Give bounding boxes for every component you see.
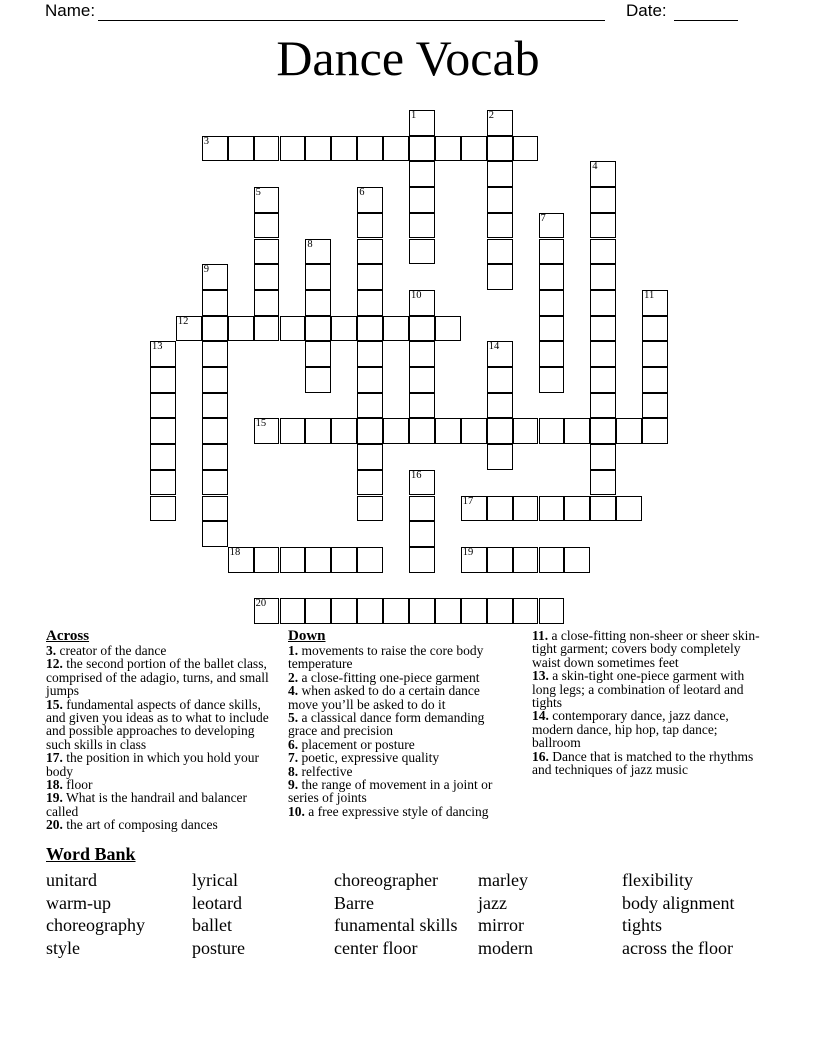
grid-cell[interactable] — [228, 547, 254, 573]
grid-cell-number: 9 — [203, 264, 210, 276]
grid-cell[interactable] — [254, 187, 280, 213]
grid-cell[interactable] — [305, 316, 331, 342]
grid-cell[interactable] — [539, 316, 565, 342]
grid-cell[interactable] — [357, 496, 383, 522]
clue-number: 19. — [46, 790, 63, 806]
grid-cell[interactable] — [539, 598, 565, 624]
grid-cell[interactable] — [461, 136, 487, 162]
grid-cell[interactable] — [202, 393, 228, 419]
grid-cell[interactable] — [150, 470, 176, 496]
grid-cell[interactable] — [202, 316, 228, 342]
clue-number: 3. — [46, 643, 57, 658]
grid-cell[interactable] — [357, 393, 383, 419]
grid-cell-number: 13 — [152, 341, 163, 353]
grid-cell[interactable] — [539, 367, 565, 393]
clue-number: 4. — [288, 683, 299, 699]
grid-cell[interactable] — [564, 496, 590, 522]
grid-cell[interactable] — [202, 444, 228, 470]
word-bank-item: center floor — [334, 937, 418, 958]
grid-cell[interactable] — [590, 470, 616, 496]
grid-cell-number: 6 — [359, 187, 365, 199]
clue-item: 4. when asked to do a certain dance move you’ll be asked to do it — [288, 683, 480, 712]
grid-cell[interactable] — [590, 239, 616, 265]
grid-cell[interactable] — [590, 290, 616, 316]
grid-cell[interactable] — [409, 239, 435, 265]
word-bank-heading: Word Bank — [46, 844, 136, 864]
clue-number: 17. — [46, 750, 63, 766]
word-bank-item: style — [46, 937, 80, 958]
grid-cell[interactable] — [590, 367, 616, 393]
grid-cell-number: 10 — [411, 289, 422, 301]
word-bank-item: choreographer — [334, 870, 438, 890]
grid-cell[interactable] — [331, 547, 357, 573]
grid-cell[interactable] — [409, 213, 435, 239]
grid-cell[interactable] — [202, 136, 228, 162]
grid-cell[interactable] — [409, 418, 435, 444]
clue-number: 12. — [46, 656, 63, 672]
grid-cell[interactable] — [357, 470, 383, 496]
clue-number: 6. — [288, 736, 299, 752]
grid-cell[interactable] — [254, 290, 280, 316]
word-bank-item: across the floor — [622, 937, 733, 958]
grid-cell[interactable] — [642, 393, 668, 419]
clue-number: 10. — [288, 803, 305, 819]
grid-cell[interactable] — [435, 316, 461, 342]
grid-cell[interactable] — [590, 213, 616, 239]
grid-cell-number: 15 — [255, 418, 267, 430]
grid-cell[interactable] — [331, 316, 357, 342]
grid-cell[interactable] — [254, 264, 280, 290]
grid-cell[interactable] — [513, 598, 539, 624]
clue-item: 12. the second portion of the ballet class, comprised of the adagio, turns, and small jumps — [46, 656, 269, 699]
clue-item: 10. a free expressive style of dancing — [288, 803, 489, 819]
grid-cell[interactable] — [487, 239, 513, 265]
grid-cell[interactable] — [150, 341, 176, 367]
grid-cell[interactable] — [409, 470, 435, 496]
grid-cell[interactable] — [383, 598, 409, 624]
grid-cell[interactable] — [357, 213, 383, 239]
clue-item: 15. fundamental aspects of dance skills, and given you ideas as to what to include and possible approaches to developing such skills in class — [46, 696, 269, 752]
grid-cell[interactable] — [487, 393, 513, 419]
grid-cell[interactable] — [280, 316, 306, 342]
grid-cell[interactable] — [539, 496, 565, 522]
grid-cell[interactable] — [487, 110, 513, 136]
grid-cell[interactable] — [202, 290, 228, 316]
grid-cell-number: 19 — [462, 546, 474, 558]
grid-cell[interactable] — [280, 418, 306, 444]
grid-cell[interactable] — [254, 418, 280, 444]
grid-cell[interactable] — [254, 213, 280, 239]
word-bank-item: ballet — [192, 915, 232, 936]
grid-cell[interactable] — [331, 598, 357, 624]
clue-item: 2. a close-fitting one-piece garment — [288, 669, 480, 685]
word-bank-column — [622, 869, 734, 959]
grid-cell[interactable] — [642, 341, 668, 367]
grid-cell[interactable] — [305, 367, 331, 393]
word-bank-item: jazz — [478, 892, 507, 913]
grid-cell[interactable] — [590, 161, 616, 187]
grid-cell[interactable] — [357, 444, 383, 470]
grid-cell[interactable] — [590, 444, 616, 470]
grid-cell[interactable] — [305, 239, 331, 265]
grid-cell-number: 2 — [488, 110, 494, 121]
grid-cell[interactable] — [202, 470, 228, 496]
grid-cell[interactable] — [409, 547, 435, 573]
word-bank-item: modern — [478, 937, 533, 958]
grid-cell-number: 20 — [255, 598, 267, 610]
grid-cell[interactable] — [202, 521, 228, 547]
clue-item: 18. floor — [46, 777, 93, 793]
grid-cell[interactable] — [409, 598, 435, 624]
grid-cell[interactable] — [409, 136, 435, 162]
grid-cell[interactable] — [357, 598, 383, 624]
word-bank-column — [46, 869, 145, 959]
clue-number: 15. — [46, 696, 63, 712]
grid-cell[interactable] — [228, 316, 254, 342]
grid-cell[interactable] — [357, 136, 383, 162]
grid-cell-number: 16 — [411, 469, 422, 481]
grid-cell[interactable] — [202, 264, 228, 290]
clue-item: 20. the art of composing dances — [46, 817, 218, 833]
grid-cell[interactable] — [487, 187, 513, 213]
grid-cell[interactable] — [150, 444, 176, 470]
grid-cell[interactable] — [280, 136, 306, 162]
clue-number: 5. — [288, 710, 299, 726]
grid-cell[interactable] — [357, 418, 383, 444]
clue-number: 14. — [532, 708, 549, 724]
across-heading: Across — [46, 628, 90, 644]
grid-cell[interactable] — [590, 393, 616, 419]
grid-cell[interactable] — [409, 187, 435, 213]
grid-cell[interactable] — [357, 290, 383, 316]
grid-cell[interactable] — [280, 598, 306, 624]
clue-number: 13. — [532, 668, 549, 684]
grid-cell[interactable] — [513, 496, 539, 522]
page-title: Dance Vocab — [276, 30, 540, 86]
grid-cell[interactable] — [409, 393, 435, 419]
word-bank-item: lyrical — [192, 870, 238, 890]
grid-cell-number: 1 — [411, 110, 417, 121]
grid-cell[interactable] — [254, 547, 280, 573]
grid-cell[interactable] — [461, 496, 487, 522]
clue-number: 11. — [532, 628, 549, 643]
grid-cell[interactable] — [305, 418, 331, 444]
word-bank-item: Barre — [334, 892, 374, 913]
grid-cell[interactable] — [409, 367, 435, 393]
grid-cell[interactable] — [487, 264, 513, 290]
down-clue-list — [288, 644, 495, 818]
grid-cell[interactable] — [409, 521, 435, 547]
grid-cell[interactable] — [487, 341, 513, 367]
down-clues-column — [288, 629, 495, 818]
grid-cell[interactable] — [539, 341, 565, 367]
clue-number: 9. — [288, 777, 299, 793]
grid-cell[interactable] — [305, 547, 331, 573]
grid-cell[interactable] — [409, 290, 435, 316]
grid-cell[interactable] — [616, 418, 642, 444]
grid-cell[interactable] — [590, 341, 616, 367]
grid-cell[interactable] — [590, 496, 616, 522]
grid-cell[interactable] — [435, 418, 461, 444]
word-bank-item: marley — [478, 870, 528, 890]
grid-cell-number: 8 — [307, 238, 313, 250]
name-blank-line[interactable] — [98, 1, 605, 21]
grid-cell[interactable] — [590, 187, 616, 213]
grid-cell[interactable] — [616, 496, 642, 522]
grid-cell[interactable] — [487, 598, 513, 624]
grid-cell[interactable] — [513, 418, 539, 444]
clue-number: 16. — [532, 748, 549, 764]
grid-cell[interactable] — [461, 418, 487, 444]
clue-item: 1. movements to raise the core body temperature — [288, 643, 484, 672]
grid-cell[interactable] — [409, 316, 435, 342]
grid-cell[interactable] — [254, 598, 280, 624]
grid-cell[interactable] — [590, 418, 616, 444]
clue-item: 11. a close-fitting non-sheer or sheer skin-tight garment; covers body completely waist down sometimes feet — [532, 628, 760, 670]
grid-cell[interactable] — [305, 264, 331, 290]
grid-cell[interactable] — [487, 161, 513, 187]
grid-cell[interactable] — [254, 316, 280, 342]
grid-cell[interactable] — [357, 547, 383, 573]
grid-cell-number: 4 — [592, 161, 598, 173]
grid-cell[interactable] — [305, 290, 331, 316]
grid-cell-number: 3 — [203, 135, 210, 147]
grid-cell[interactable] — [383, 136, 409, 162]
name-label: Name: — [45, 1, 96, 20]
grid-cell[interactable] — [409, 496, 435, 522]
down-clue-list-continued — [532, 629, 760, 776]
grid-cell[interactable] — [150, 367, 176, 393]
grid-cell[interactable] — [357, 341, 383, 367]
grid-cell[interactable] — [642, 290, 668, 316]
word-bank-item: mirror — [478, 915, 524, 936]
grid-cell[interactable] — [539, 239, 565, 265]
grid-cell[interactable] — [487, 367, 513, 393]
word-bank-item: flexibility — [622, 870, 693, 890]
word-bank-item: body alignment — [622, 892, 735, 913]
grid-cell[interactable] — [357, 187, 383, 213]
word-bank-item: tights — [622, 915, 663, 936]
word-bank-column — [478, 869, 533, 959]
grid-cell[interactable] — [202, 367, 228, 393]
grid-cell[interactable] — [590, 316, 616, 342]
grid-cell[interactable] — [539, 547, 565, 573]
grid-cell[interactable] — [357, 239, 383, 265]
word-bank-item: leotard — [192, 892, 242, 913]
grid-cell[interactable] — [513, 136, 539, 162]
date-label: Date: — [626, 1, 667, 20]
grid-cell[interactable] — [150, 393, 176, 419]
clue-item: 3. creator of the dance — [46, 643, 167, 658]
clue-number: 20. — [46, 817, 63, 833]
grid-cell[interactable] — [642, 367, 668, 393]
grid-cell[interactable] — [357, 367, 383, 393]
grid-cell[interactable] — [305, 341, 331, 367]
clue-item: 8. relfective — [288, 763, 353, 779]
word-bank-item: warm-up — [46, 892, 111, 913]
grid-cell[interactable] — [539, 418, 565, 444]
grid-cell[interactable] — [176, 316, 202, 342]
grid-cell[interactable] — [331, 136, 357, 162]
grid-cell[interactable] — [487, 418, 513, 444]
grid-cell[interactable] — [150, 496, 176, 522]
grid-cell[interactable] — [254, 136, 280, 162]
grid-cell[interactable] — [202, 418, 228, 444]
clue-number: 1. — [288, 643, 299, 658]
across-clue-list — [46, 644, 276, 832]
grid-cell[interactable] — [435, 136, 461, 162]
grid-cell[interactable] — [409, 341, 435, 367]
word-bank-column — [334, 869, 457, 959]
clue-number: 7. — [288, 750, 299, 766]
grid-cell[interactable] — [280, 547, 306, 573]
word-bank-item: funamental skills — [334, 915, 458, 936]
grid-cell[interactable] — [590, 264, 616, 290]
grid-cell[interactable] — [487, 213, 513, 239]
clue-number: 8. — [288, 763, 299, 779]
grid-cell[interactable] — [202, 496, 228, 522]
clue-item: 14. contemporary dance, jazz dance, modern dance, hip hop, tap dance; ballroom — [532, 708, 729, 751]
word-bank-item: unitard — [46, 870, 97, 890]
grid-cell-number: 14 — [488, 341, 500, 353]
clue-number: 18. — [46, 777, 63, 793]
across-clues-column — [46, 629, 276, 832]
grid-cell[interactable] — [228, 136, 254, 162]
grid-cell[interactable] — [539, 213, 565, 239]
grid-cell[interactable] — [642, 418, 668, 444]
grid-cell[interactable] — [513, 547, 539, 573]
clue-item: 6. placement or posture — [288, 736, 415, 752]
grid-cell[interactable] — [383, 418, 409, 444]
date-blank-line[interactable] — [674, 1, 738, 21]
grid-cell[interactable] — [539, 290, 565, 316]
grid-cell[interactable] — [539, 264, 565, 290]
grid-cell[interactable] — [461, 598, 487, 624]
clue-item: 17. the position in which you hold your body — [46, 750, 259, 779]
grid-cell-number: 7 — [540, 212, 546, 224]
grid-cell[interactable] — [357, 264, 383, 290]
word-bank-item: posture — [192, 937, 245, 958]
grid-cell[interactable] — [487, 444, 513, 470]
grid-cell[interactable] — [383, 316, 409, 342]
grid-cell[interactable] — [487, 496, 513, 522]
grid-cell[interactable] — [487, 136, 513, 162]
grid-cell[interactable] — [202, 341, 228, 367]
grid-cell[interactable] — [409, 110, 435, 136]
grid-cell[interactable] — [150, 418, 176, 444]
grid-cell[interactable] — [435, 598, 461, 624]
word-bank-column — [192, 869, 245, 959]
grid-cell-number: 11 — [644, 289, 655, 301]
clue-item: 9. the range of movement in a joint or series of joints — [288, 777, 493, 806]
clue-item: 5. a classical dance form demanding grace and precision — [288, 710, 485, 739]
grid-cell[interactable] — [305, 598, 331, 624]
grid-cell-number: 5 — [255, 187, 261, 199]
grid-cell-number: 18 — [229, 546, 241, 558]
grid-cell[interactable] — [461, 547, 487, 573]
grid-cell[interactable] — [642, 316, 668, 342]
grid-cell[interactable] — [564, 418, 590, 444]
grid-cell[interactable] — [564, 547, 590, 573]
grid-cell-number: 12 — [177, 315, 189, 327]
grid-cell[interactable] — [487, 547, 513, 573]
grid-cell[interactable] — [305, 136, 331, 162]
grid-cell[interactable] — [331, 418, 357, 444]
clue-item: 13. a skin-tight one-piece garment with long legs; a combination of leotard and tights — [532, 668, 745, 711]
clue-number: 2. — [288, 669, 299, 685]
down-clues-column-continued — [532, 629, 760, 776]
clue-item: 19. What is the handrail and balancer called — [46, 790, 248, 819]
grid-cell[interactable] — [254, 239, 280, 265]
clue-item: 16. Dance that is matched to the rhythms and techniques of jazz music — [532, 748, 754, 778]
grid-cell-number: 17 — [462, 495, 474, 507]
word-bank-item: choreography — [46, 915, 145, 936]
down-heading: Down — [288, 628, 326, 644]
clue-item: 7. poetic, expressive quality — [288, 750, 440, 766]
grid-cell[interactable] — [357, 316, 383, 342]
grid-cell[interactable] — [409, 161, 435, 187]
